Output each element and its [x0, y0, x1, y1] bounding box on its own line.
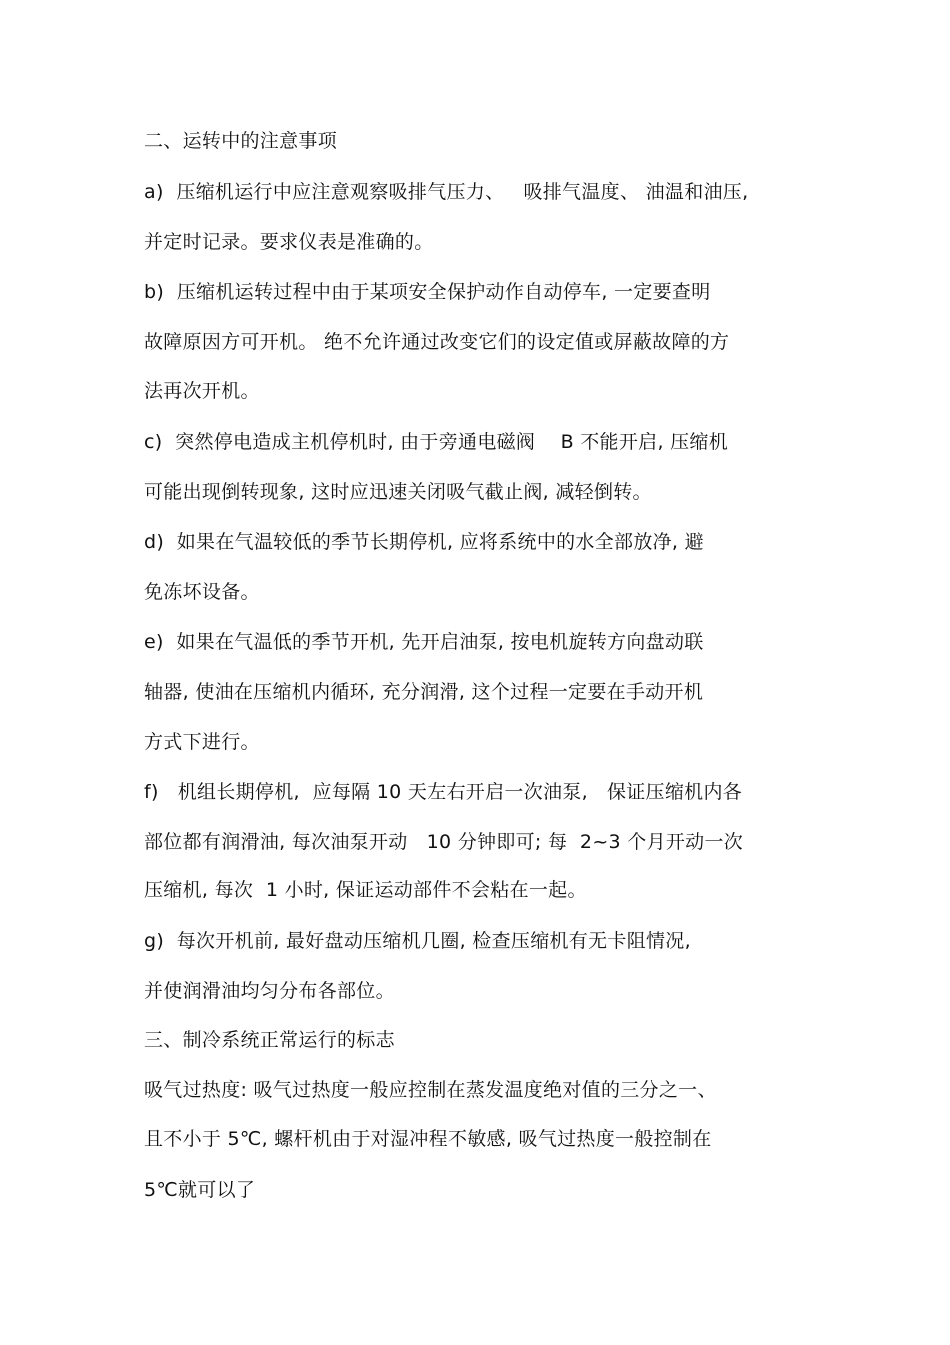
paragraph-d-line-1: d) 如果在气温较低的季节长期停机, 应将系统中的水全部放净, 避 [144, 531, 704, 553]
paragraph-b-line-3: 法再次开机。 [144, 380, 260, 402]
paragraph-e-line-3: 方式下进行。 [144, 731, 260, 753]
paragraph-a-line-1: a) 压缩机运行中应注意观察吸排气压力、 吸排气温度、 油温和油压, [144, 181, 749, 203]
paragraph-c-line-1: c) 突然停电造成主机停机时, 由于旁通电磁阀 B 不能开启, 压缩机 [144, 431, 729, 453]
superheat-line-2: 且不小于 5℃, 螺杆机由于对湿冲程不敏感, 吸气过热度一般控制在 [144, 1128, 712, 1150]
section-heading-3: 三、制冷系统正常运行的标志 [144, 1029, 395, 1051]
section-heading-2: 二、运转中的注意事项 [144, 130, 338, 152]
paragraph-f-line-2: 部位都有润滑油, 每次油泵开动 10 分钟即可; 每 2~3 个月开动一次 [144, 831, 744, 853]
superheat-line-3: 5℃就可以了 [144, 1179, 256, 1201]
paragraph-b-line-2: 故障原因方可开机。 绝不允许通过改变它们的设定值或屏蔽故障的方 [144, 331, 730, 353]
paragraph-c-line-2: 可能出现倒转现象, 这时应迅速关闭吸气截止阀, 减轻倒转。 [144, 481, 652, 503]
paragraph-a-line-2: 并定时记录。要求仪表是准确的。 [144, 231, 434, 253]
paragraph-f-line-1: f) 机组长期停机, 应每隔 10 天左右开启一次油泵, 保证压缩机内各 [144, 781, 743, 803]
paragraph-e-line-2: 轴器, 使油在压缩机内循环, 充分润滑, 这个过程一定要在手动开机 [144, 681, 704, 703]
paragraph-g-line-2: 并使润滑油均匀分布各部位。 [144, 980, 395, 1002]
paragraph-f-line-3: 压缩机, 每次 1 小时, 保证运动部件不会粘在一起。 [144, 879, 587, 901]
paragraph-d-line-2: 免冻坏设备。 [144, 581, 260, 603]
paragraph-g-line-1: g) 每次开机前, 最好盘动压缩机几圈, 检查压缩机有无卡阻情况, [144, 930, 691, 952]
paragraph-b-line-1: b) 压缩机运转过程中由于某项安全保护动作自动停车, 一定要查明 [144, 281, 711, 303]
superheat-line-1: 吸气过热度: 吸气过热度一般应控制在蒸发温度绝对值的三分之一、 [144, 1079, 717, 1101]
paragraph-e-line-1: e) 如果在气温低的季节开机, 先开启油泵, 按电机旋转方向盘动联 [144, 631, 704, 653]
